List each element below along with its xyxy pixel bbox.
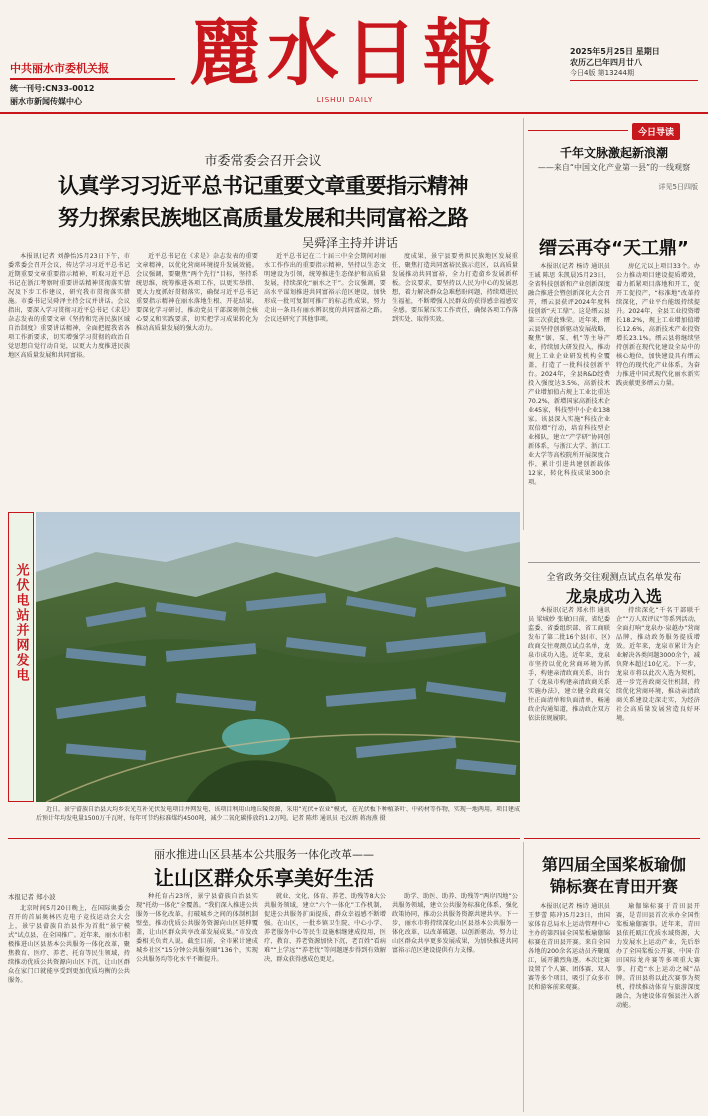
service-headline: 让山区群众乐享美好生活 [154,866,374,890]
service-kicker: 丽水推进山区县基本公共服务一体化改革—— [154,848,374,861]
service-column-1: 北京时间5月20日晚上，在国际奥委会召开的首届奥林匹克电子竞技运动会大会上，景宁县畲族自治县作为首批“景宁模式”试点县，在全国推广。近年来，丽水市积极推进山区县基本公共服务一体化改革，聚焦教育、医疗、养老、托育等民生领域，持续推动优质公共资源向山区下沉，让山区群众在家门口就能享受到更加优质均衡的公共服务。 [8,905,130,984]
lead-column-4: 度成果，景宁县要勇担民族地区发展重任，聚焦打造共同富裕民族示范区，以高质量发展推动共同富裕，全力打造畲乡发展新样板。会议要求，要坚持以人民为中心的发展思想，着力解决群众急难愁盼问题，持续增进民生福祉，不断增强人民群众的获得感幸福感安全感。要压紧压实工作责任，确保各项工作落到实处、取得实效。 [392,253,518,323]
lead-column-2: 近平总书记在《求是》杂志发表的重要文章精神，以优化营商环境提升发展效能。会议强调，要聚焦“两个先行”目标，坚持系统思维，统筹推进各项工作，以更实举措、更大力度抓好贯彻落实，确保习近平总书记重要指示精神在丽水落地生根、开花结果。要深化学习研讨，推动党员干部深刻领会核心要义和实践要求，切实把学习成果转化为推动高质量发展的强大动力。 [136,253,258,332]
longquan-headline: 龙泉成功入选 [565,587,662,606]
issue-number: 今日4版 第13244期 [570,69,634,77]
publisher-label: 丽水市新闻传媒中心 [10,97,82,106]
sports-body-2: 瑜伽锦标赛于青田县开赛，是青田县首次承办全国性桨板瑜伽赛事。近年来，青田县依托瓯江优质水域资源，大力发展水上运动产业，先后举办了全国桨板公开赛、中国·青田国际龙舟赛等多项重大赛事，打造“水上运动之城”品牌。青田县将以此次赛事为契机，持续推动体育与旅游深度融合，为建设体育强县注入新动能。 [616,903,700,1009]
sports-body: 本报讯(记者 杨诗 通讯员 王梦蕾 陈冲)5月23日，由国家体育总局水上运动管理中心主办的第四届全国桨板瑜伽锦标赛在青田县开赛。来自全国各地的200余名运动员齐聚瓯江，展开激烈角逐。本次比赛设置了个人赛、团体赛、双人赛等多个项目，吸引了众多市民和游客前来观赛。 [528,903,610,991]
today-headline: 千年文脉激起新浪潮 [559,146,668,160]
lunar-date: 农历乙巳年四月廿八 [570,58,642,67]
masthead [0,0,708,106]
longquan-body-2: 持续深化“千名干部联千企”“万人双评议”等系列活动，全面打响“龙泉办·泉越办”营商品牌，推动政务服务提质增效。近年来，龙泉市累计为企业解决各类问题3000余个，减负降本超过10亿元。下一步，龙泉市将以此次入选为契机，进一步完善政商交往机制，持续优化营商环境，推动亲清政商关系建设走深走实，为经济社会高质量发展营造良好环境。 [616,607,700,722]
solar-farm-photo-image [36,512,520,802]
sports-headline-2: 锦标赛在青田开赛 [549,877,678,896]
longquan-body: 本报讯(记者 郑永伟 通讯员 梁城妙 张敏)日前，省纪委监委、省委组织部、省工商联发布了第二批16个县(市、区)政商交往观测点试点名单，龙泉市成功入选。近年来，龙泉市坚持以优化营商环境为抓手，构建亲清政商关系，出台了《龙泉市构建亲清政商关系实施办法》，建立健全政商交往正面清单和负面清单，畅通政企沟通渠道，推动政企双方依法依规履职。 [528,607,610,722]
photo-caption: 近日，景宁畲族自治县大均乡农光互补光伏发电项目并网发电，该项目利用山地丘陵资源，采用“光伏+农业”模式，在光伏板下种植茶叶、中药材等作物，实现一地两用。项目建成后预计年均发电量1500万千瓦时，每年可节约标准煤约4500吨，减少二氧化碳排放约1.2万吨。记者 陈炜 通讯员 毛汉炳 蒋海燕 摄 [36,806,520,822]
lead-headline-2: 努力探索民族地区高质量发展和共同富裕之路 [58,206,468,230]
masthead-rule [0,112,708,114]
issue-date: 2025年5月25日 星期日 [570,47,660,56]
today-badge: 今日导读 [632,123,680,140]
jinyun-headline: 缙云再夺“天工鼎” [539,238,689,259]
service-column-2: 种托育占23所，景宁县畲族自治县实现“托幼一体化”全覆盖。“我们深入推进公共服务一体化改革，打破城乡之间的体制机制壁垒，推动优质公共服务资源向山区延伸覆盖，让山区群众共享改革发展成果。”市发改委相关负责人说。截至目前，全市累计建成城乡社区“15分钟公共服务圈”136个，实现公共服务均等化水平不断提升。 [136,893,258,963]
photo-side-label [8,512,34,802]
service-column-4: 助学、助医、助养、助残等“两岸四地”公共服务领域，建立公共服务标准化体系，强化政策协同，推动公共服务资源共建共享。下一步，丽水市将持续深化山区县基本公共服务一体化改革，以改革破题、以创新驱动，努力让山区群众共享更多发展成果，为加快推进共同富裕示范区建设提供有力支撑。 [392,893,518,954]
lead-column-3: 近平总书记在二十届三中全会期间对丽水工作作出的重要指示精神，坚持以生态文明建设为引领，统筹推进生态保护和高质量发展，持续深化“丽水之干”。会议强调，要高水平谋划推进共同富裕示范区建设，加快形成一批可复制可推广的标志性成果，努力走出一条具有丽水辨识度的共同富裕之路。会议还研究了其他事项。 [264,253,386,323]
sports-headline-1: 第四届全国桨板瑜伽 [541,855,686,874]
today-preview-box [528,120,700,205]
jinyun-body: 本报讯(记者 杨诗 通讯员 王诚 陈思 朱凯晨)5月23日，全省科技创新和产业创新深度融合推进会暨创新深化大会召开，缙云县获评2024年度科技创新“天工鼎”。这是缙云县第三次获此殊荣。近年来，缙云县坚持创新驱动发展战略，聚焦“锯、泵、机”等主导产业，持续加大研发投入，推动规上工业企业研发机构全覆盖，打造了一批科技创新平台。2024年，全县R&D经费投入强度达3.5%，高新技术产业增加值占规上工业比重达70.2%，新增国家高新技术企业45家，科技型中小企业138家。该县深入实施“科技企业双倍增”行动，培育科技型企业梯队，建立“产学研”协同创新体系，与浙江大学、浙江工业大学等高校院所开展深度合作，累计引进共建创新载体12家，转化科技成果300余项。 [528,263,610,486]
newspaper-title: 麗水日報 [188,10,501,95]
solar-farm-photo [36,512,520,802]
issn-label: 统一刊号:CN33-0012 [10,84,95,93]
longquan-kicker: 全省政务交往观测点试点名单发布 [546,573,682,583]
lead-column-1: 本报讯(记者 刘静怡)5月23日下午，市委常委会召开会议，传达学习习近平总书记近期重要文章重要指示精神，听取习近平总书记在浙江考察时重要讲话精神贯彻落实情况及下步工作建议，研究我市贯彻落实措施。市委书记吴舜泽主持会议并讲话。会议指出，要深入学习贯彻习近平总书记《求是》杂志发表的重要文章《坚持和完善民族区域自治制度》重要讲话精神，全面把握我省各项工作新要求，切实增强学习贯彻的政治自觉思想自觉行动自觉，以更大力度推进民族地区高质量发展和共同富裕。 [8,253,130,359]
service-byline: 本报记者 郑小波 [8,893,56,901]
service-column-3: 就业、文化、体育、养老、助残等8大公共服务领域，建立“六个一体化”工作机制，促进公共服务扩面提质，群众幸福感不断增强。在山区，一批乡镇卫生院、中心小学、养老服务中心等民生设施相继建成投用，医疗、教育、养老资源加快下沉，老百姓“看病难”“上学远”“养老忧”等问题逐步得到有效解决，群众获得感成色更足。 [264,893,386,963]
today-subhead: ——来自“中国文化产业第一县”的一线观察 [537,163,691,172]
today-page-ref: 详见5日四版 [658,183,698,191]
lead-kicker: 市委常委会召开会议 [204,154,322,169]
jinyun-body-2: 房亿元以上项目33个。办公力推动项目建设提质增效，着力抓紧项目落地和开工，促开工促投产，“标准地”改革持续深化，产业平台能级持续提升。2024年，全县工业投资增长18.2%，规上工业增加值增长12.6%，高新技术产业投资增长23.1%。缙云县将继续坚持创新在现代化建设全局中的核心地位，加快建设具有缙云特色的现代化产业体系，为奋力推进中国式现代化丽水新实践贡献更多缙云力量。 [616,263,700,387]
newspaper-pinyin: LISHUI DAILY [316,96,374,104]
photo-side-label-text: 光伏电站并网发电 [13,563,29,683]
lead-headline-1: 认真学习习近平总书记重要文章重要指示精神 [58,174,468,198]
lead-byline: 吴舜泽主持并讲话 [301,236,398,250]
party-organ-label: 中共丽水市委机关报 [10,62,109,75]
